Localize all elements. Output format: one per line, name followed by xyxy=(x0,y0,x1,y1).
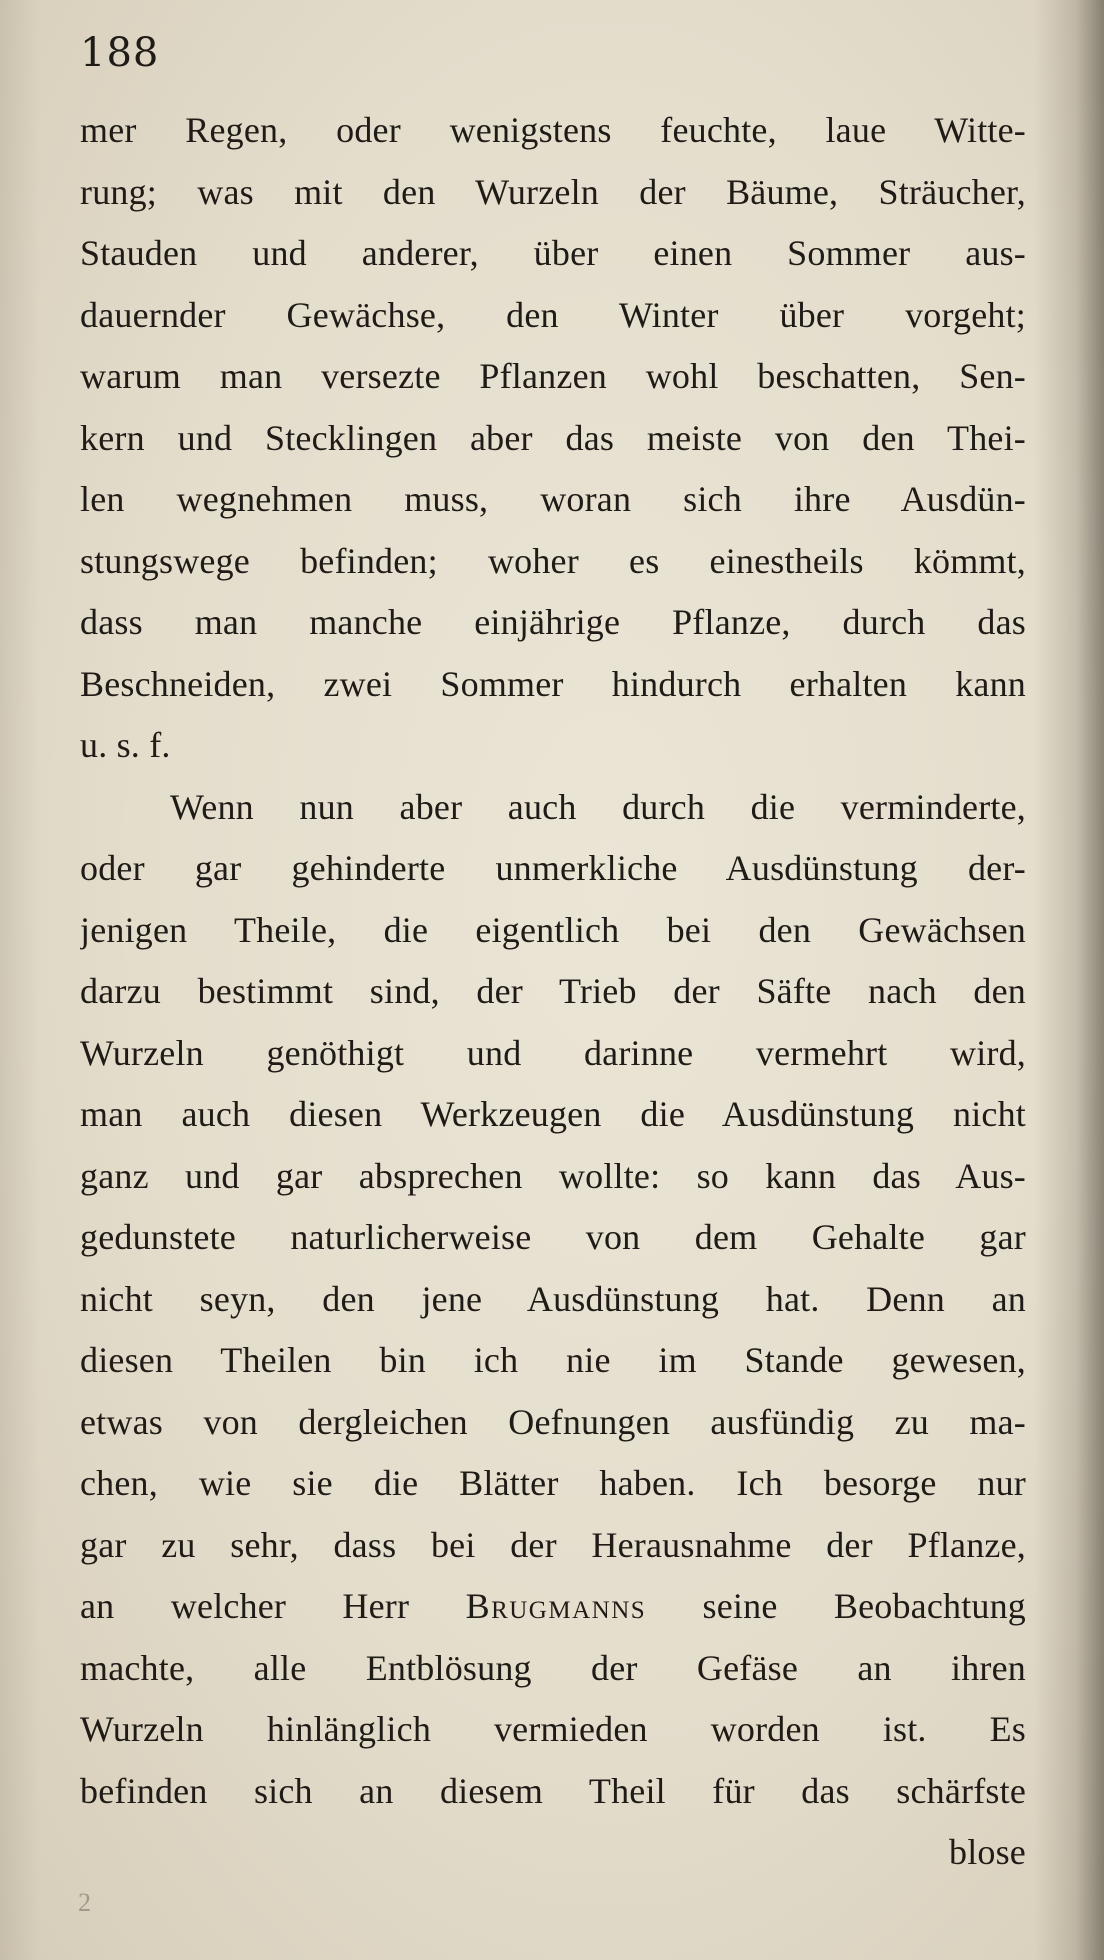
page-number: 188 xyxy=(80,30,160,76)
paragraph-start-line: Wenn nun aber auch durch die verminderte, xyxy=(170,786,1026,827)
text-line: stungswege befinden; woher es einestheils kömmt, xyxy=(80,540,1026,581)
text-line: man auch diesen Werkzeugen die Ausdünstung nicht xyxy=(80,1094,1026,1134)
text-fragment: seine Beobachtung xyxy=(702,1586,1026,1626)
text-line: nicht seyn, den jene Ausdünstung hat. Denn an xyxy=(80,1278,1026,1319)
text-line: chen, wie sie die Blätter haben. Ich besorge nur xyxy=(80,1463,1026,1503)
text-line: kern und Stecklingen aber das meiste von den Thei- xyxy=(80,417,1026,458)
text-line: machte, alle Entblösung der Gefäse an ihren xyxy=(80,1647,1026,1688)
text-line: oder gar gehinderte unmerkliche Ausdünstung der- xyxy=(80,848,1026,888)
signature-mark: 2 xyxy=(78,1888,91,1917)
text-line: dass man manche einjährige Pflanze, durch das xyxy=(80,602,1026,642)
text-line: gedunstete naturlicherweise von dem Gehalte gar xyxy=(80,1217,1026,1257)
text-line: warum man versezte Pflanzen wohl beschatten, Sen- xyxy=(80,356,1026,396)
catchword: blose xyxy=(949,1832,1026,1872)
text-line: Beschneiden, zwei Sommer hindurch erhalten kann xyxy=(80,663,1026,704)
text-line: befinden sich an diesem Theil für das schärfste xyxy=(80,1770,1026,1811)
text-line: ganz und gar absprechen wollte: so kann das Aus- xyxy=(80,1155,1026,1196)
text-line: diesen Theilen bin ich nie im Stande gewesen, xyxy=(80,1340,1026,1380)
text-fragment: an welcher Herr xyxy=(80,1586,410,1626)
text-line: dauernder Gewächse, den Winter über vorgeht; xyxy=(80,294,1026,335)
person-name-smallcaps: Brugmanns xyxy=(465,1586,647,1626)
text-line: rung; was mit den Wurzeln der Bäume, Sträucher, xyxy=(80,171,1026,212)
text-line-with-name xyxy=(80,1576,1026,1638)
text-line: u. s. f. xyxy=(80,725,171,765)
text-line: Stauden und anderer, über einen Sommer aus- xyxy=(80,233,1026,273)
text-line: etwas von dergleichen Oefnungen ausfündig zu ma- xyxy=(80,1401,1026,1442)
text-line: mer Regen, oder wenigstens feuchte, laue Witte- xyxy=(80,110,1026,150)
text-line: len wegnehmen muss, woran sich ihre Ausdün- xyxy=(80,479,1026,519)
text-line: Wurzeln genöthigt und darinne vermehrt wird, xyxy=(80,1032,1026,1073)
text-line: Wurzeln hinlänglich vermieden worden ist. Es xyxy=(80,1709,1026,1749)
text-line: darzu bestimmt sind, der Trieb der Säfte nach den xyxy=(80,971,1026,1011)
text-line: jenigen Theile, die eigentlich bei den Gewächsen xyxy=(80,909,1026,950)
text-line: gar zu sehr, dass bei der Herausnahme der Pflanze, xyxy=(80,1524,1026,1565)
body-text xyxy=(80,100,1026,1884)
